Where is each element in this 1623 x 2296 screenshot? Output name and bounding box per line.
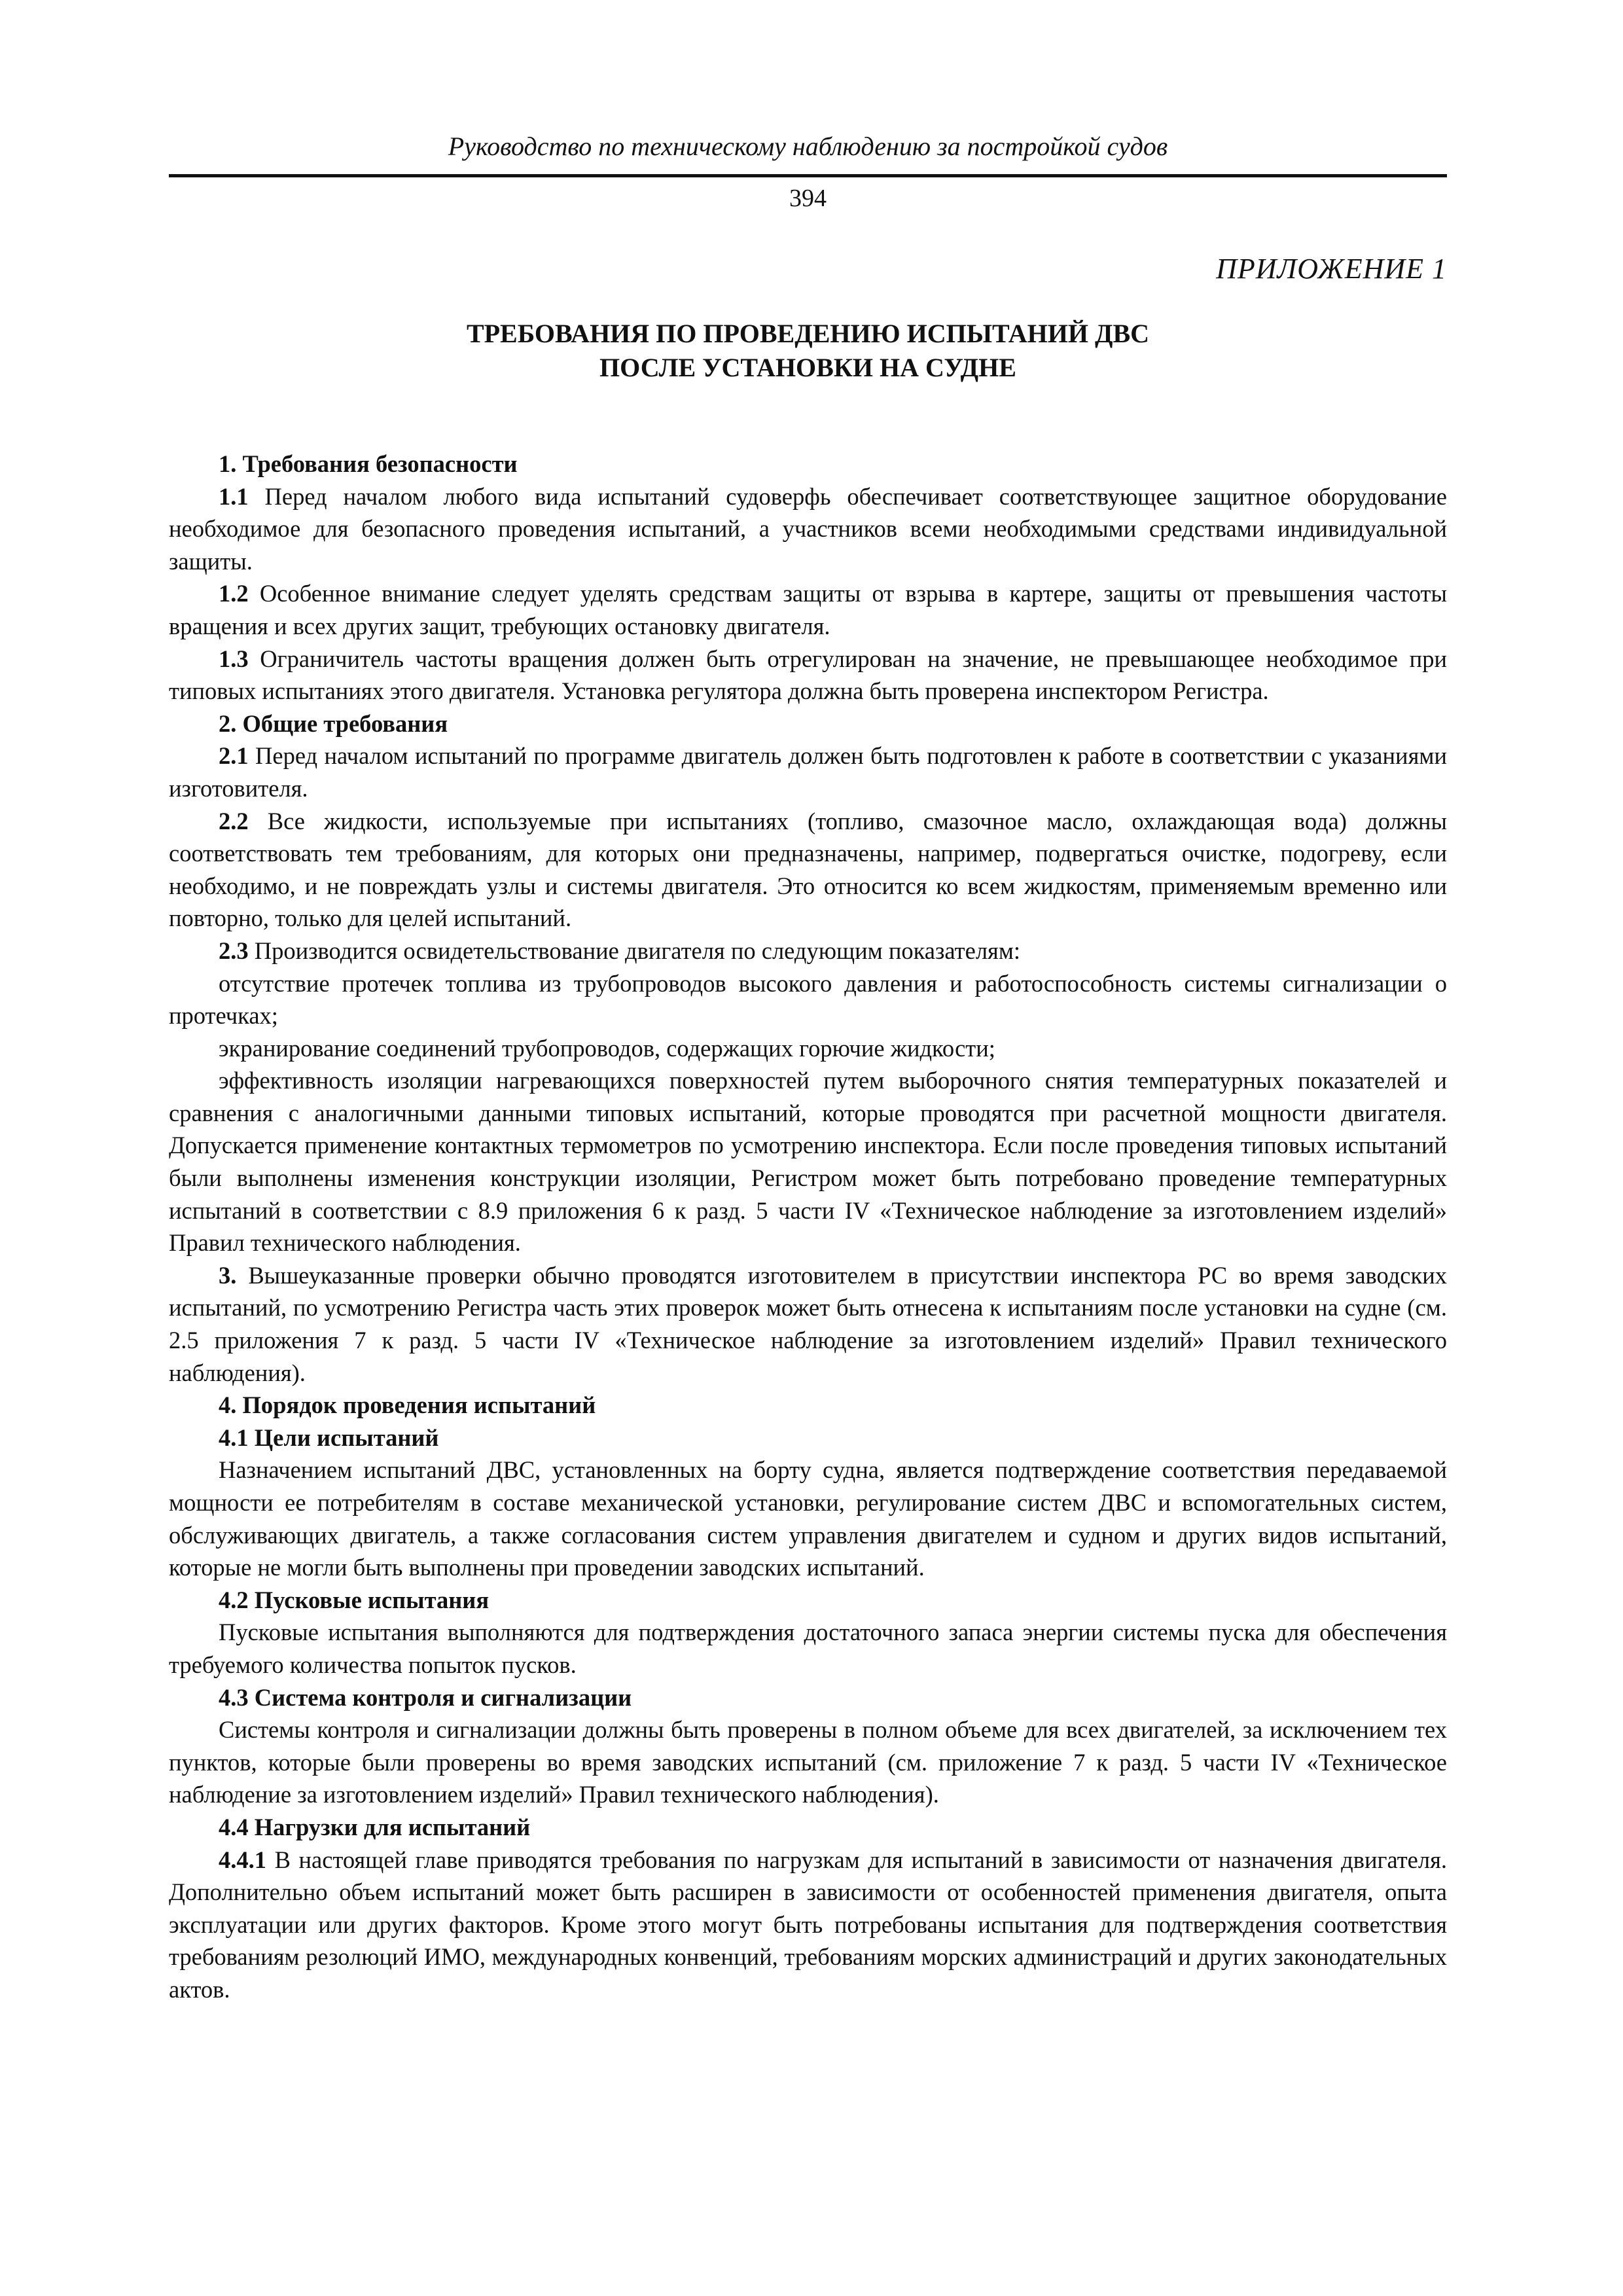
paragraph bbox=[169, 480, 1447, 578]
section-heading: 4.1 Цели испытаний bbox=[219, 1424, 439, 1451]
header-rule bbox=[169, 174, 1447, 177]
section-heading: 2. Общие требования bbox=[219, 709, 448, 737]
paragraph bbox=[169, 1454, 1447, 1583]
title-line-1: ТРЕБОВАНИЯ ПО ПРОВЕДЕНИЮ ИСПЫТАНИЙ ДВС bbox=[466, 319, 1150, 348]
paragraph-text: Системы контроля и сигнализации должны быть проверены в полном объеме для всех двигателей, за исключением тех пунктов, которые были проверены во время заводских испытаний (см. приложение 7 к разд. 5 части IV «Техническое наблюдение за изготовлением изделий» Правил технического наблюдения). bbox=[169, 1716, 1447, 1808]
paragraph-text: Назначением испытаний ДВС, установленных на борту судна, является подтверждение соответствия передаваемой мощности ее потребителям в составе механической установки, регулирование систем ДВС и вспомогательных систем, обслуживающих двигатель, а также согласования систем управления двигателем и судном и других видов испытаний, которые не могли быть выполнены при проведении заводских испытаний. bbox=[169, 1456, 1447, 1581]
paragraph bbox=[169, 805, 1447, 935]
clause-number: 2.2 bbox=[219, 807, 249, 834]
section-heading: 4.4 Нагрузки для испытаний bbox=[219, 1813, 531, 1840]
paragraph bbox=[169, 1713, 1447, 1811]
paragraph-text: экранирование соединений трубопроводов, содержащих горючие жидкости; bbox=[219, 1034, 995, 1062]
paragraph bbox=[169, 1064, 1447, 1259]
clause-number: 3. bbox=[219, 1261, 237, 1289]
section-heading: 4.2 Пусковые испытания bbox=[219, 1586, 490, 1613]
paragraph bbox=[169, 967, 1447, 1032]
document-title bbox=[169, 317, 1447, 385]
paragraph bbox=[169, 1616, 1447, 1681]
paragraph-text: Производится освидетельствование двигателя по следующим показателям: bbox=[248, 937, 1021, 964]
clause-number: 4.4.1 bbox=[219, 1846, 266, 1873]
running-head: Руководство по техническому наблюдению за постройкой судов bbox=[448, 132, 1168, 161]
paragraph bbox=[169, 1259, 1447, 1389]
paragraph bbox=[169, 577, 1447, 642]
paragraph-text: В настоящей главе приводятся требования по нагрузкам для испытаний в зависимости от назначения двигателя. Дополнительно объем испытаний может быть расширен в зависимости от особенностей применения двигателя, опыта эксплуатации или других факторов. Кроме этого могут быть потребованы испытания для подтверждения соответствия требованиям резолюций ИМО, международных конвенций, требованиям морских администраций и других законодательных актов. bbox=[169, 1846, 1447, 2003]
page-number: 394 bbox=[789, 185, 827, 212]
title-line-2: ПОСЛЕ УСТАНОВКИ НА СУДНЕ bbox=[599, 353, 1016, 382]
paragraph bbox=[169, 643, 1447, 708]
clause-number: 1.3 bbox=[219, 645, 249, 672]
paragraph-text: Ограничитель частоты вращения должен быть отрегулирован на значение, не превышающее необходимое при типовых испытаниях этого двигателя. Установка регулятора должна быть проверена инспектором Регистра. bbox=[169, 645, 1447, 705]
paragraph bbox=[169, 935, 1447, 967]
clause-number: 1.2 bbox=[219, 580, 249, 607]
paragraph-text: эффективность изоляции нагревающихся поверхностей путем выборочного снятия температурных показателей и сравнения с аналогичными данными типовых испытаний, которые проводятся при расчетной мощности двигателя. Допускается применение контактных термометров по усмотрению инспектора. Если после проведения типовых испытаний были выполнены изменения конструкции изоляции, Регистром может быть потребовано проведение температурных испытаний в соответствии с 8.9 приложения 6 к разд. 5 части IV «Техническое наблюдение за изготовлением изделий» Правил технического наблюдения. bbox=[169, 1067, 1447, 1257]
clause-number: 2.1 bbox=[219, 742, 249, 770]
clause-number: 1.1 bbox=[219, 482, 249, 510]
paragraph-text: Перед началом любого вида испытаний судоверфь обеспечивает соответствующее защитное оборудование необходимое для безопасного проведения испытаний, а участников всеми необходимыми средствами индивидуальной защиты. bbox=[169, 482, 1447, 575]
paragraph bbox=[169, 1844, 1447, 2006]
paragraph-text: Все жидкости, используемые при испытаниях (топливо, смазочное масло, охлаждающая вода) должны соответствовать тем требованиям, для которых они предназначены, например, подвергаться очистке, подогреву, если необходимо, и не повреждать узлы и системы двигателя. Это относится ко всем жидкостям, применяемым временно или повторно, только для целей испытаний. bbox=[169, 807, 1447, 932]
paragraph-text: Особенное внимание следует уделять средствам защиты от взрыва в картере, защиты от превышения частоты вращения и всех других защит, требующих остановку двигателя. bbox=[169, 580, 1447, 639]
paragraph bbox=[169, 740, 1447, 804]
section-heading: 4. Порядок проведения испытаний bbox=[219, 1391, 596, 1419]
document-body bbox=[169, 448, 1447, 2006]
paragraph-text: отсутствие протечек топлива из трубопроводов высокого давления и работоспособность системы сигнализации о протечках; bbox=[169, 969, 1447, 1030]
paragraph-text: Перед началом испытаний по программе двигатель должен быть подготовлен к работе в соответствии с указаниями изготовителя. bbox=[169, 742, 1447, 802]
paragraph-text: Вышеуказанные проверки обычно проводятся изготовителем в присутствии инспектора РС во время заводских испытаний, по усмотрению Регистра часть этих проверок может быть отнесена к испытаниям после установки на судне (см. 2.5 приложения 7 к разд. 5 части IV «Техническое наблюдение за изготовлением изделий» Правил технического наблюдения). bbox=[169, 1261, 1447, 1386]
paragraph-text: Пусковые испытания выполняются для подтверждения достаточного запаса энергии системы пуска для обеспечения требуемого количества попыток пусков. bbox=[169, 1619, 1447, 1678]
section-heading: 1. Требования безопасности bbox=[219, 450, 518, 477]
section-heading: 4.3 Система контроля и сигнализации bbox=[219, 1683, 632, 1711]
appendix-label: ПРИЛОЖЕНИЕ 1 bbox=[1216, 253, 1447, 285]
paragraph bbox=[169, 1032, 1447, 1065]
clause-number: 2.3 bbox=[219, 937, 249, 964]
